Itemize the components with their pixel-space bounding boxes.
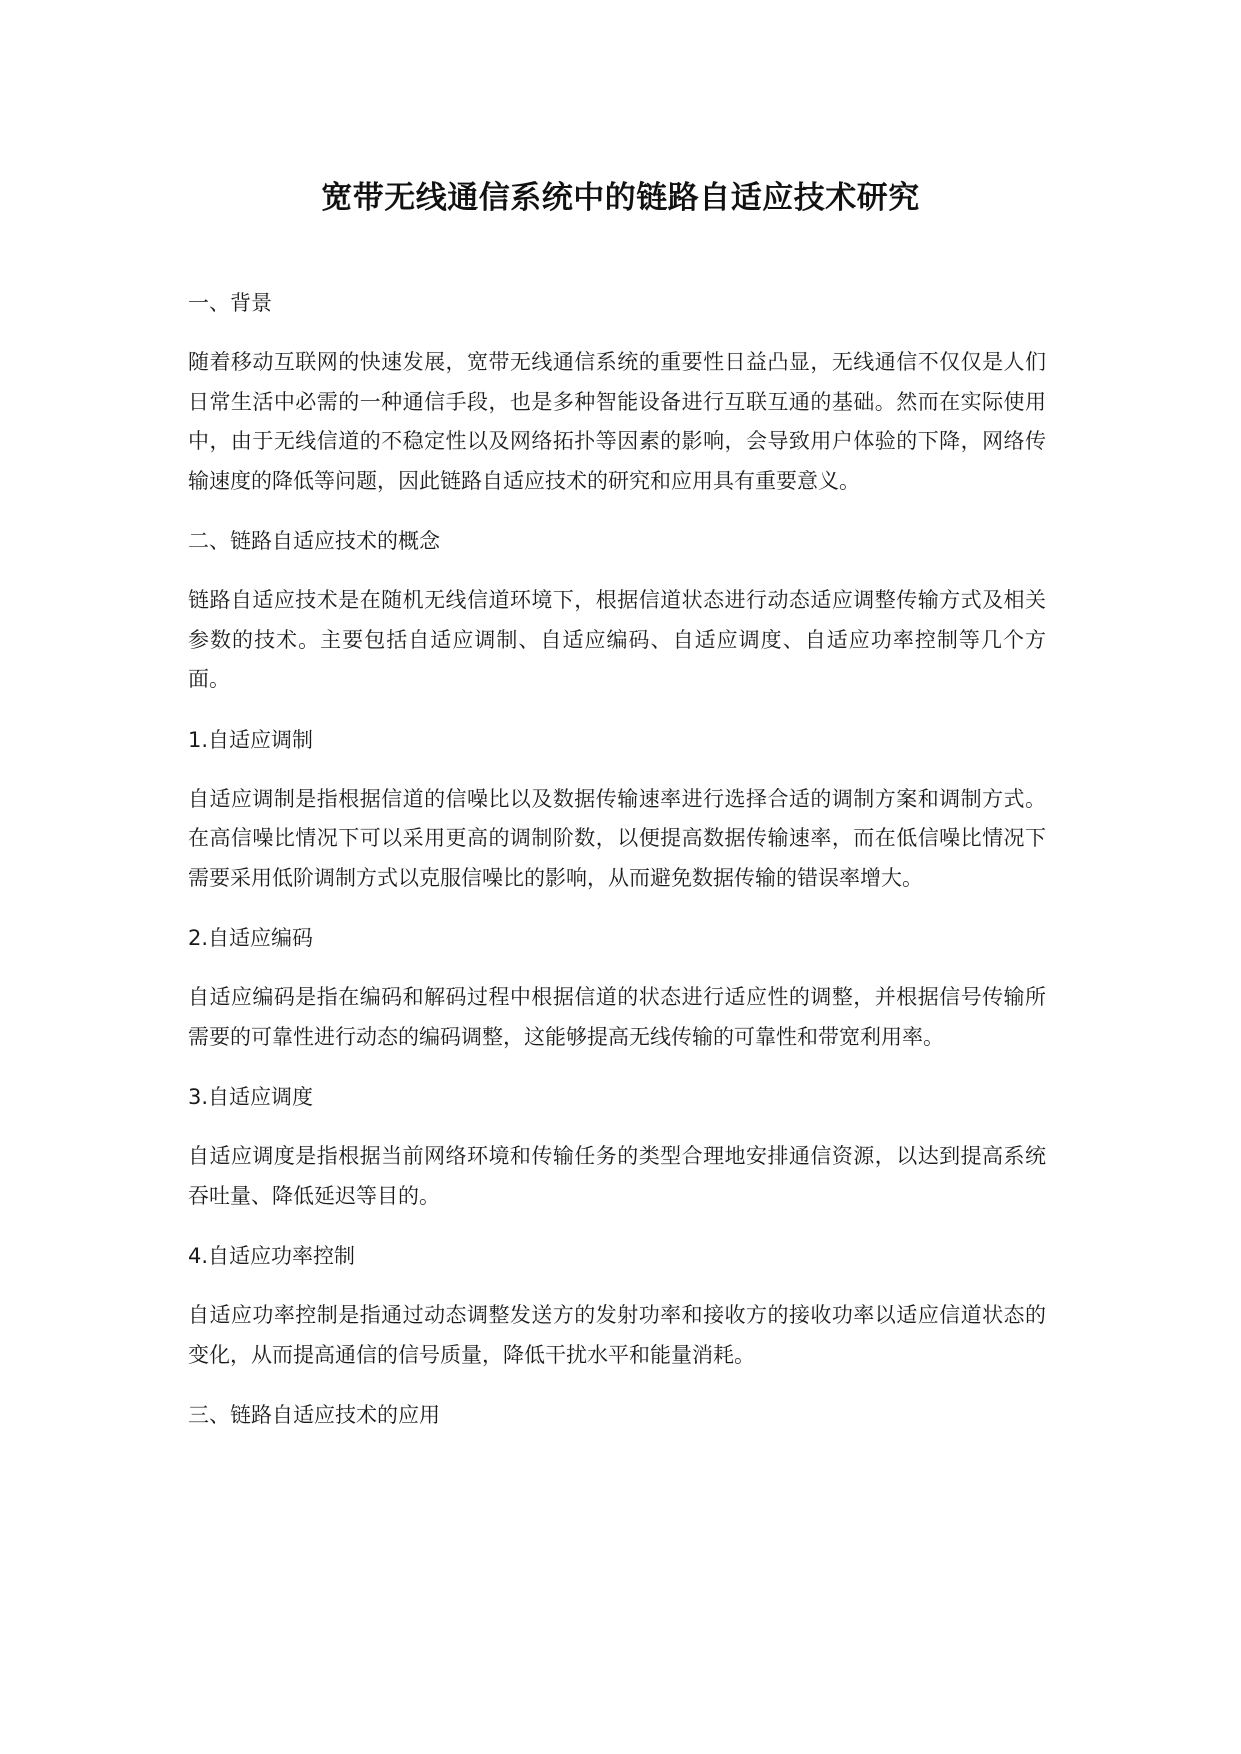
subsection-heading-scheduling: 3.自适应调度 xyxy=(188,1085,314,1109)
subsection-heading-modulation: 1.自适应调制 xyxy=(188,727,314,752)
paragraph-coding: 自适应编码是指在编码和解码过程中根据信道的状态进行适应性的调整，并根据信号传输所需要的可靠性进行动态的编码调整，这能够提高无线传输的可靠性和带宽利用率。 xyxy=(188,985,1046,1049)
subsection-heading-power-control: 4.自适应功率控制 xyxy=(188,1244,356,1268)
paragraph-scheduling: 自适应调度是指根据当前网络环境和传输任务的类型合理地安排通信资源，以达到提高系统吞吐量、降低延迟等目的。 xyxy=(188,1144,1046,1208)
paragraph-power-control: 自适应功率控制是指通过动态调整发送方的发射功率和接收方的接收功率以适应信道状态的变化，从而提高通信的信号质量，降低干扰水平和能量消耗。 xyxy=(188,1303,1046,1367)
paragraph-modulation: 自适应调制是指根据信道的信噪比以及数据传输速率进行选择合适的调制方案和调制方式。在高信噪比情况下可以采用更高的调制阶数，以便提高数据传输速率，而在低信噪比情况下需要采用低阶调制方式以克服信噪比的影响，从而避免数据传输的错误率增大。 xyxy=(188,786,1046,890)
section-heading-concept: 二、链路自适应技术的概念 xyxy=(188,529,440,553)
paragraph-concept: 链路自适应技术是在随机无线信道环境下，根据信道状态进行动态适应调整传输方式及相关参数的技术。主要包括自适应调制、自适应编码、自适应调度、自适应功率控制等几个方面。 xyxy=(188,588,1046,691)
document-body xyxy=(188,283,1046,1435)
subsection-heading-coding: 2.自适应编码 xyxy=(188,926,314,950)
section-heading-background: 一、背景 xyxy=(188,291,272,315)
document-title: 宽带无线通信系统中的链路自适应技术研究 xyxy=(321,180,920,216)
section-heading-application: 三、链路自适应技术的应用 xyxy=(188,1403,440,1427)
paragraph-background: 随着移动互联网的快速发展，宽带无线通信系统的重要性日益凸显，无线通信不仅仅是人们日常生活中必需的一种通信手段，也是多种智能设备进行互联互通的基础。然而在实际使用中，由于无线信道的不稳定性以及网络拓扑等因素的影响，会导致用户体验的下降，网络传输速度的降低等问题，因此链路自适应技术的研究和应用具有重要意义。 xyxy=(188,350,1046,493)
